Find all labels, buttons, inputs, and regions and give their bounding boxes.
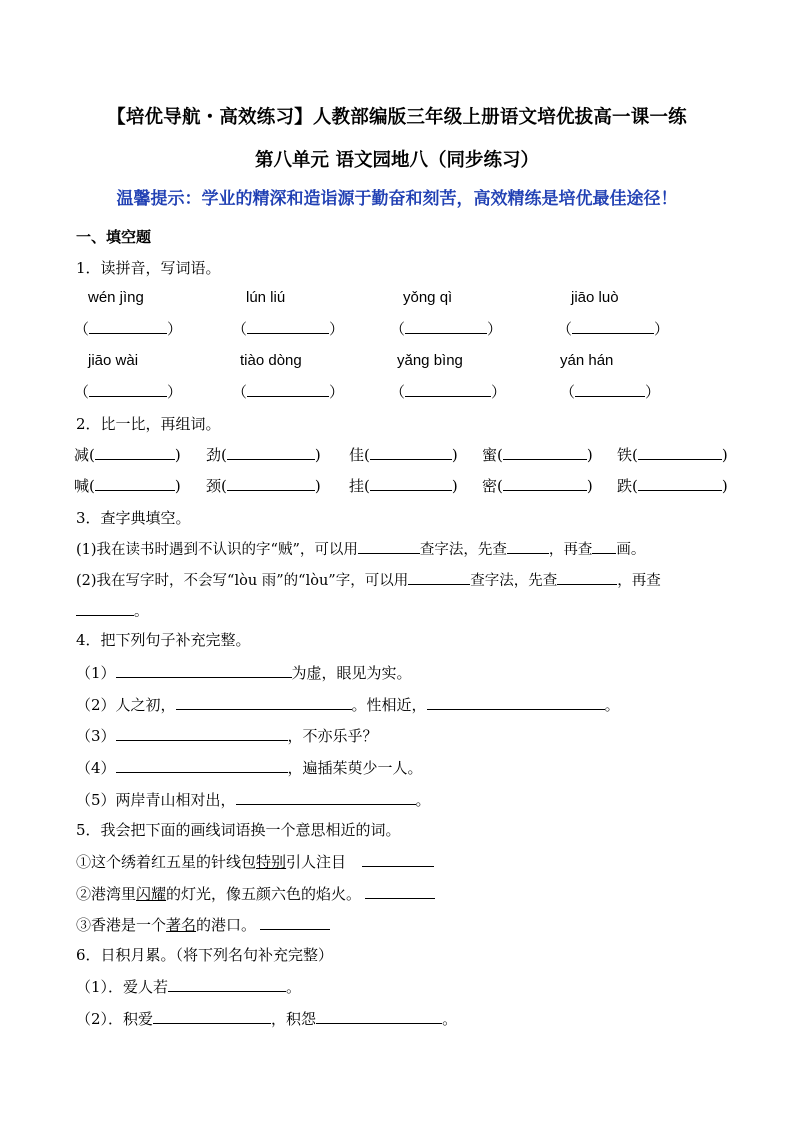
answer-blank[interactable] [557, 569, 617, 585]
answer-blank[interactable] [592, 538, 616, 554]
answer-box[interactable]: （ ） [557, 320, 670, 338]
answer-box[interactable]: （ ） [74, 320, 183, 338]
q6-prompt: 6．日积月累。（将下列名句补充完整） [76, 946, 334, 964]
compare-item[interactable]: 颈( ) [206, 477, 321, 495]
q4-item: （5）两岸青山相对出， 。 [76, 791, 431, 809]
answer-box[interactable]: （ ） [390, 383, 507, 401]
q3-line-1: (1)我在读书时遇到不认识的字“贼”，可以用 查字法，先查 ，再查 画。 [76, 538, 645, 560]
answer-box[interactable]: （ ） [74, 383, 183, 401]
pinyin: jiāo wài [88, 352, 139, 369]
pinyin: wén jìng [88, 289, 144, 306]
q4-item: （2）人之初， 。性相近， 。 [76, 696, 620, 714]
answer-blank[interactable] [236, 789, 416, 805]
tip-text: 温馨提示：学业的精深和造诣源于勤奋和刻苦，高效精练是培优最佳途径！ [116, 189, 678, 209]
q5-item: ①这个绣着红五星的针线包特别引人注目 [76, 851, 434, 872]
compare-item[interactable]: 挂( ) [349, 477, 458, 495]
compare-item[interactable]: 喊( ) [74, 477, 181, 495]
answer-blank[interactable] [76, 600, 134, 616]
answer-box[interactable]: （ ） [390, 320, 503, 338]
section-heading: 一、填空题 [76, 228, 152, 246]
q3-line-2: (2)我在写字时，不会写“lòu 雨”的“lòu”字，可以用 查字法，先查 ，再查 [76, 569, 661, 591]
compare-item[interactable]: 铁( ) [617, 446, 728, 464]
pinyin: tiào dòng [240, 352, 302, 369]
q6-item: （1）．爱人若 。 [76, 978, 302, 996]
answer-box[interactable]: （ ） [232, 320, 345, 338]
answer-box[interactable]: （ ） [232, 383, 345, 401]
answer-blank[interactable] [168, 976, 286, 992]
answer-blank[interactable] [358, 538, 420, 554]
q3-prompt: 3．查字典填空。 [76, 509, 191, 527]
page-subtitle: 第八单元 语文园地八（同步练习） [255, 150, 539, 171]
q6-item: （2）．积爱 ，积怨 。 [76, 1010, 458, 1028]
answer-blank[interactable] [116, 662, 292, 678]
answer-blank[interactable] [507, 538, 549, 554]
answer-blank[interactable] [176, 694, 352, 710]
compare-item[interactable]: 减( ) [74, 446, 181, 464]
answer-box[interactable]: （ ） [560, 383, 661, 401]
q2-prompt: 2．比一比，再组词。 [76, 415, 221, 433]
compare-item[interactable]: 跌( ) [617, 477, 728, 495]
compare-item[interactable]: 佳( ) [349, 446, 458, 464]
answer-blank[interactable] [116, 757, 288, 773]
q3-line-3: 。 [76, 600, 149, 622]
answer-blank[interactable] [153, 1008, 271, 1024]
compare-item[interactable]: 密( ) [482, 477, 593, 495]
q4-item: （4） ，遍插茱萸少一人。 [76, 759, 423, 777]
answer-blank[interactable] [316, 1008, 442, 1024]
pinyin: yán hán [560, 352, 614, 369]
q5-prompt: 5．我会把下面的画线词语换一个意思相近的词。 [76, 821, 401, 839]
q4-item: （1） 为虚，眼见为实。 [76, 664, 412, 682]
answer-blank[interactable] [260, 914, 330, 930]
compare-item[interactable]: 蜜( ) [482, 446, 593, 464]
q4-item: （3） ，不亦乐乎？ [76, 727, 378, 745]
answer-blank[interactable] [116, 725, 288, 741]
pinyin: yǒng qì [403, 289, 453, 306]
q4-prompt: 4．把下列句子补充完整。 [76, 631, 251, 649]
pinyin: jiāo luò [571, 289, 619, 306]
q5-item: ②港湾里闪耀的灯光，像五颜六色的焰火。 [76, 883, 435, 904]
compare-item[interactable]: 劲( ) [206, 446, 321, 464]
answer-blank[interactable] [427, 694, 605, 710]
answer-blank[interactable] [365, 883, 435, 899]
q5-item: ③香港是一个著名的港口。 [76, 914, 330, 935]
answer-blank[interactable] [408, 569, 470, 585]
answer-blank[interactable] [362, 851, 434, 867]
pinyin: yǎng bìng [397, 352, 463, 369]
pinyin: lún liú [246, 289, 286, 306]
page-title: 【培优导航・高效练习】人教部编版三年级上册语文培优拔高一课一练 [107, 107, 687, 128]
q1-prompt: 1．读拼音，写词语。 [76, 259, 221, 277]
